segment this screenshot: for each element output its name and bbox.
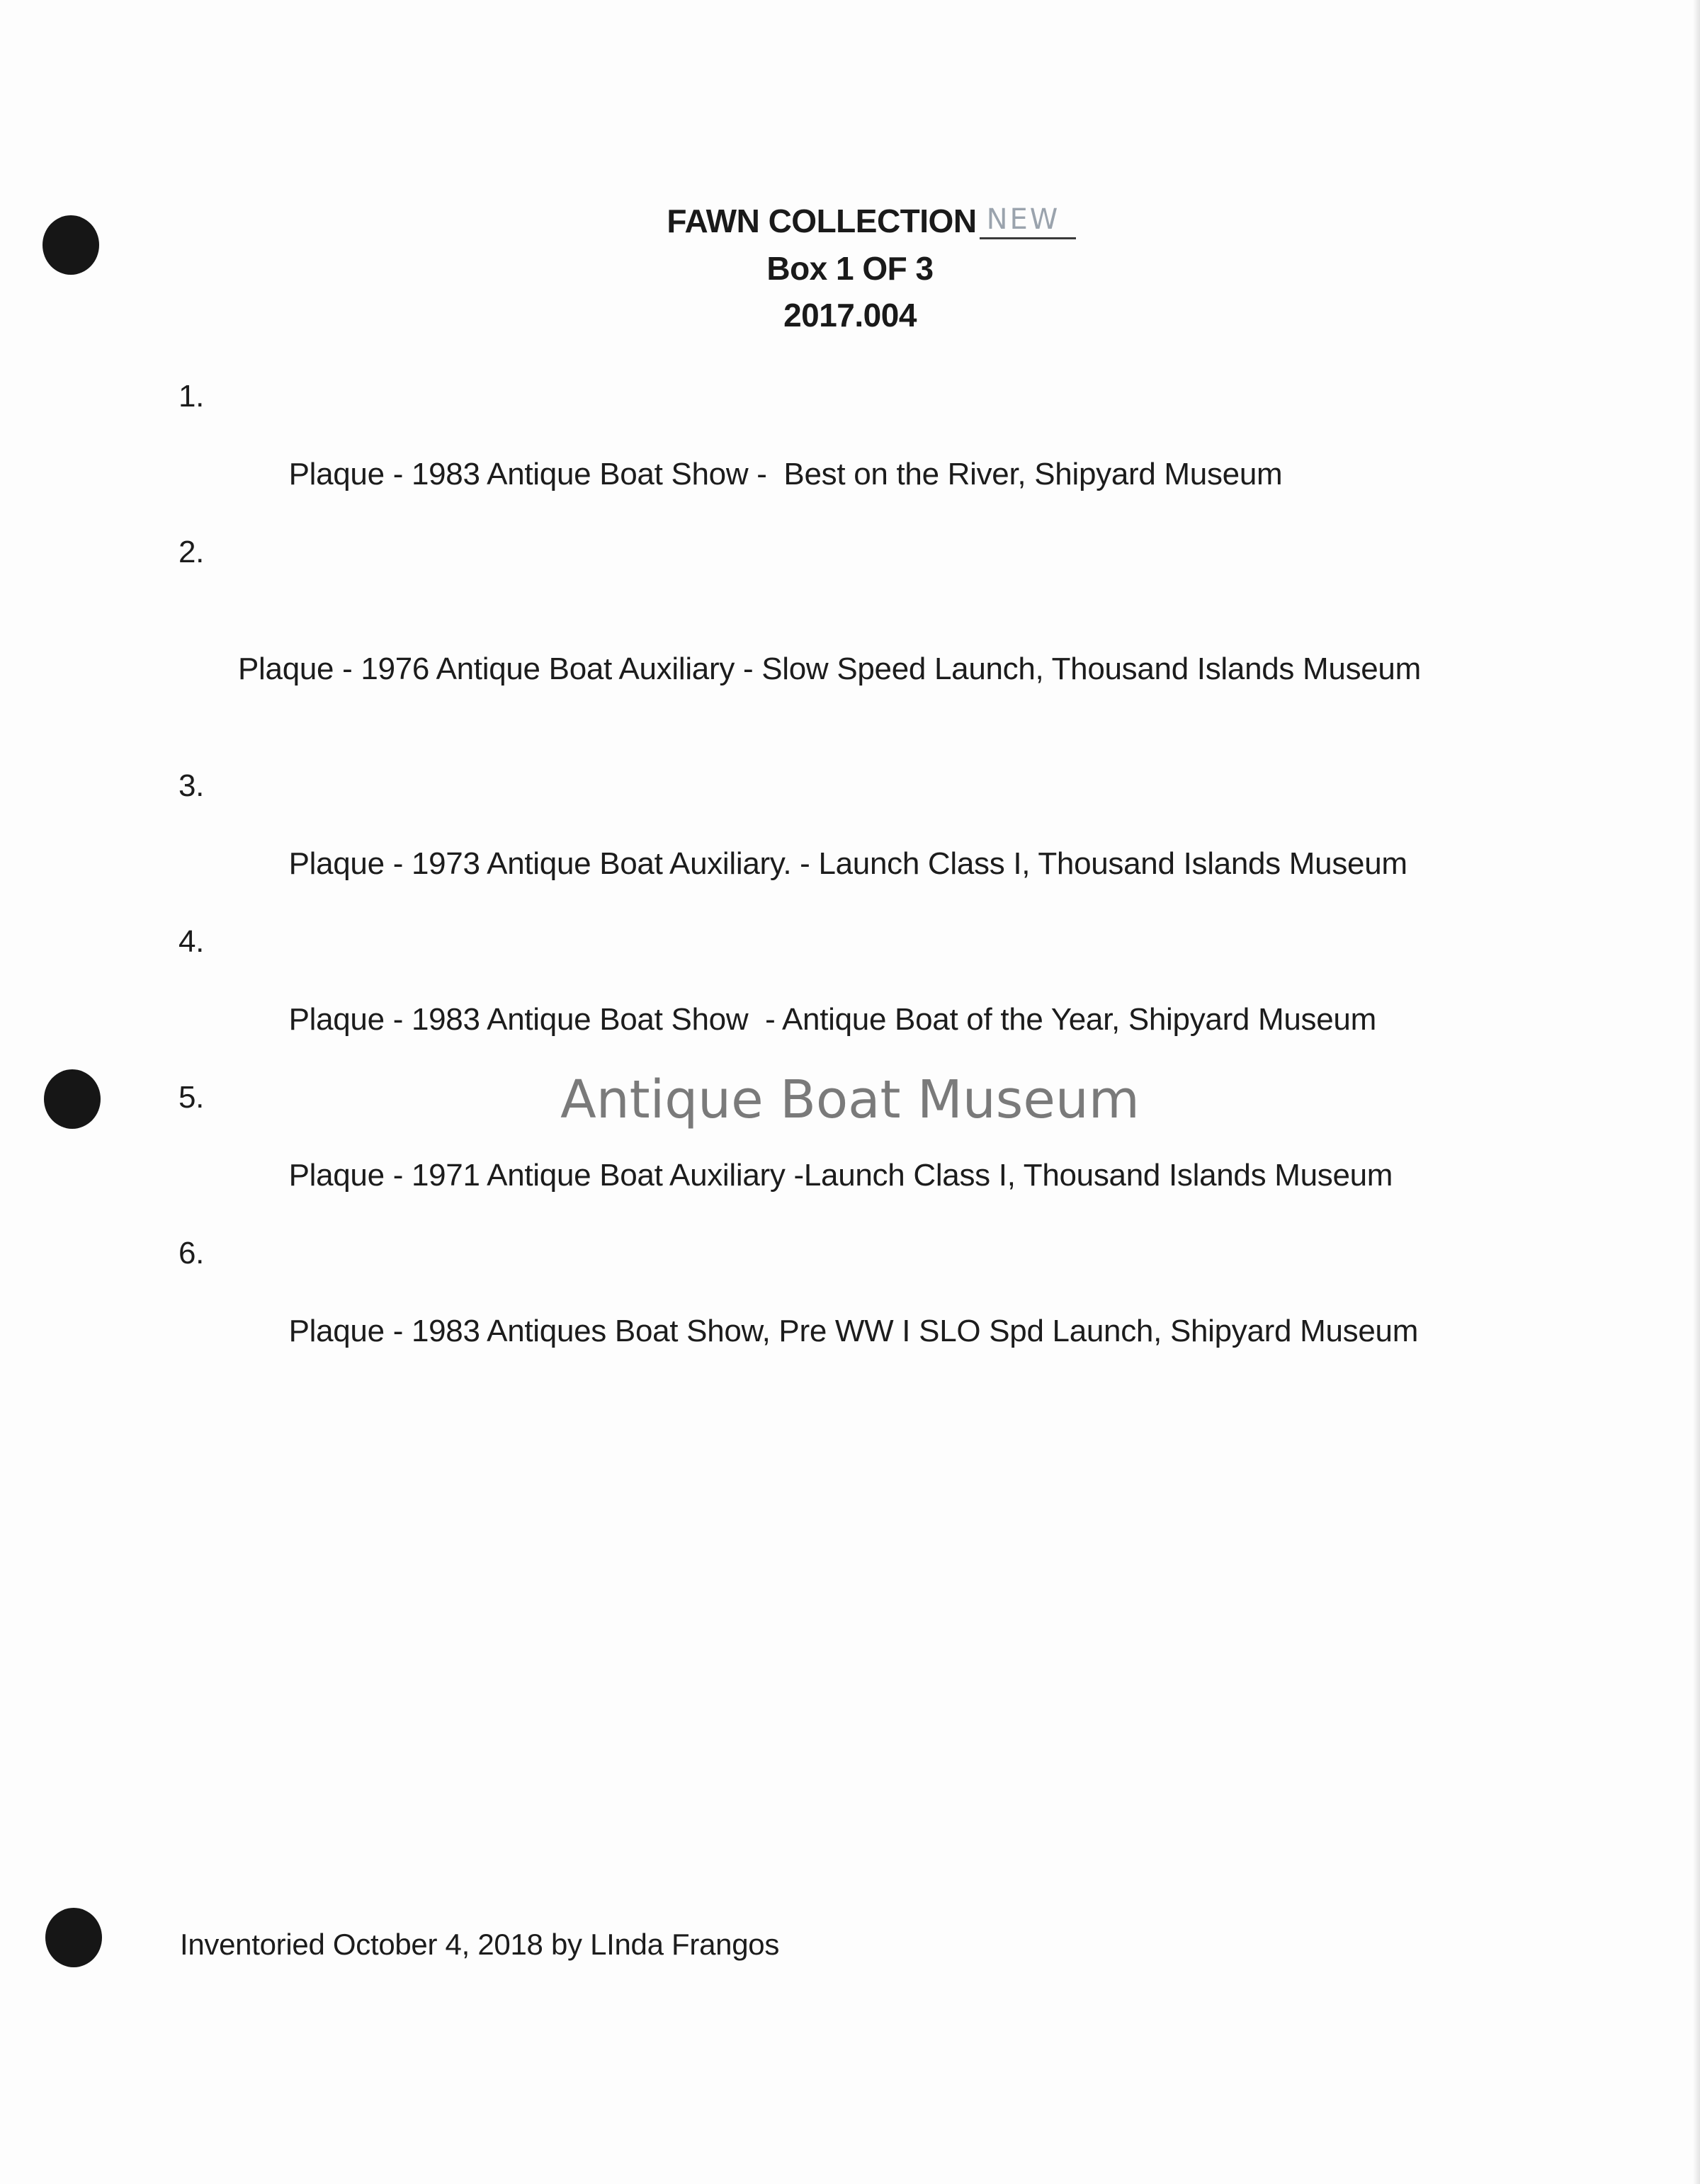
item-text: Plaque - 1983 Antique Boat Show - Best on the River, Shipyard Museum bbox=[288, 457, 1283, 491]
item-number: 2. bbox=[178, 535, 205, 569]
list-item bbox=[178, 377, 1595, 533]
item-number: 6. bbox=[178, 1236, 205, 1270]
box-label: Box 1 OF 3 bbox=[766, 250, 934, 287]
accession-number: 2017.004 bbox=[783, 297, 917, 334]
item-text: Plaque - 1983 Antique Boat Show - Antique Boat of the Year, Shipyard Museum bbox=[288, 1002, 1376, 1037]
item-number: 1. bbox=[178, 379, 205, 414]
collection-title: FAWN COLLECTION bbox=[667, 203, 977, 239]
punch-hole-bottom bbox=[45, 1908, 102, 1967]
museum-watermark: Antique Boat Museum bbox=[560, 1069, 1140, 1130]
inventory-list bbox=[178, 377, 1595, 1389]
item-text: Plaque - 1973 Antique Boat Auxiliary. - Launch Class I, Thousand Islands Museum bbox=[288, 846, 1407, 881]
item-text: Plaque - 1983 Antiques Boat Show, Pre WW I SLO Spd Launch, Shipyard Museum bbox=[288, 1314, 1419, 1348]
item-text: Plaque - 1971 Antique Boat Auxiliary -Launch Class I, Thousand Islands Museum bbox=[288, 1158, 1393, 1193]
item-number: 5. bbox=[178, 1080, 205, 1115]
item-text: Plaque - 1976 Antique Boat Auxiliary - Slow Speed Launch, Thousand Islands Museum bbox=[238, 652, 1421, 686]
handwritten-note: NEW bbox=[986, 203, 1060, 236]
list-item bbox=[178, 766, 1595, 922]
list-item bbox=[178, 1234, 1595, 1389]
item-number: 4. bbox=[178, 924, 205, 959]
title-wrapper bbox=[667, 202, 1060, 240]
inventory-footer: Inventoried October 4, 2018 by LInda Frangos bbox=[180, 1928, 780, 1961]
handwriting-underline bbox=[980, 237, 1076, 239]
list-item bbox=[178, 922, 1595, 1078]
list-item bbox=[178, 533, 1595, 766]
document-header-title bbox=[0, 202, 1700, 240]
item-number: 3. bbox=[178, 768, 205, 803]
